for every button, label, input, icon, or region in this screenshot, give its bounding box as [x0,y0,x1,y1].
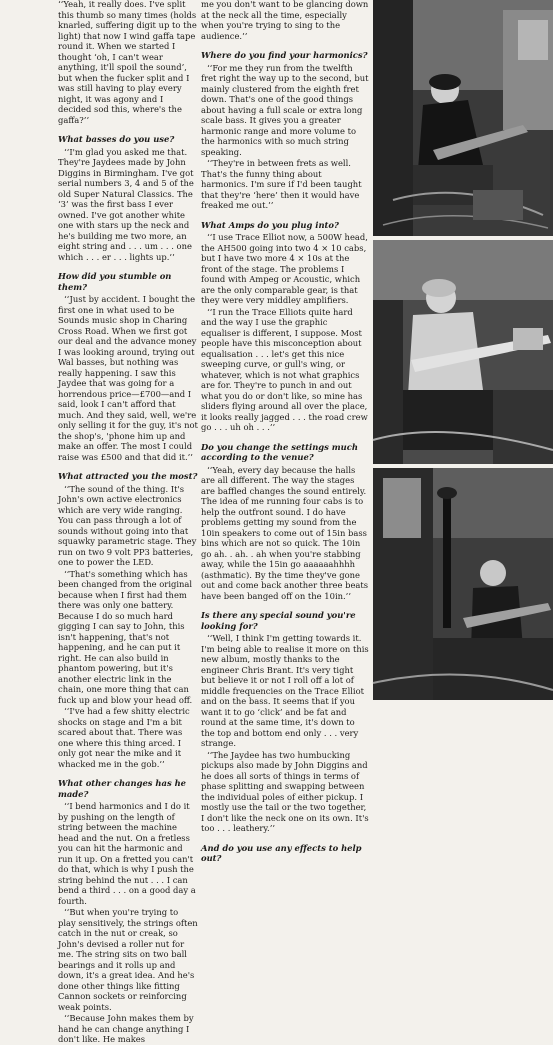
interview-question: And do you use any effects to help out? [201,842,362,863]
article-column-middle [201,0,369,863]
interview-question: What basses do you use? [58,134,175,144]
paragraph: ‘‘Yeah, it really does. I've split this thumb so many times (holds knarled, suffering digit up to the light) that now I wind gaffa tape round it. When we started I thought ‘oh, I can't wear anything, it'll spoil the sound’, but when the fucker split and I was still having to play every night, it was agony and I decided sod this, where's the gaffa?’’ [58,0,197,125]
photo-bassist-playing [373,240,553,464]
paragraph: ‘‘I'm glad you asked me that. They're Jaydees made by John Diggins in Birmingham. I've got serial numbers 3, 4 and 5 of the old Super Natural Classics. The ‘3’ was the first bass I ever owned. I've got another white one with stars up the neck and he's building me two more, an eight string and . . . um . . . one which . . . er . . . lights up.’’ [58,146,194,262]
interview-question: Do you change the settings much according to the venue? [201,441,358,462]
paragraph: ‘‘They're in between frets as well. That's the funny thing about harmonics. I'm sure if I'd been taught that they're ‘here’ then it would have freaked me out.’’ [201,158,362,210]
article-column-left [58,0,198,1044]
paragraph: ‘‘I've had a few shitty electric shocks on stage and I'm a bit scared about that. There was one where this thing arced. I only got near the mike and it whacked me in the gob.’’ [58,706,190,769]
paragraph: ‘‘Because John makes them by hand he can change anything I don't like. He makes [58,1013,194,1044]
photo-image [373,468,553,700]
paragraph: ‘‘Yeah, every day because the halls are all different. The way the stages are baffled changes the sound entirely. The idea of me running four cabs is to help the outfront sound. I do have problems getting my sound from the 10in speakers to come out of 15in bass bins which are not so quick. The 10in go ah. . ah. . ah when you're stabbing away, while the 15in go aaaaaahhhh (asthmatic). By the time they've gone out and come back another three beats have been banged off on the 10in.’’ [201,464,369,601]
paragraph: ‘‘The Jaydee has two humbucking pickups also made by John Diggins and he does all sorts of things in terms of phase splitting and swapping between the individual poles of either pickup. I mostly use the tail or the two together, I don't like the neck one on its own. It's too . . . leathery.’’ [201,749,369,833]
paragraph: ‘‘I use Trace Elliot now, a 500W head, the AH500 going into two 4 × 10 cabs, but I have two more 4 × 10s at the front of the stage. The problems I found with Ampeg or Acoustic, which are the only comparable gear, is that they were very middley amplifiers. [201,232,368,305]
paragraph: ‘‘I bend harmonics and I do it by pushing on the length of string between the machine head and the nut. On a fretless you can hit the harmonic and run it up. On a fretted you can't do that, which is why I push the string behind the nut . . . I can bend a third . . . on a good day a fourth. [58,801,196,906]
paragraph: ‘‘Just by accident. I bought the first one in what used to be Sounds music shop in Charing Cross Road. When we first got our deal and the advance money I was looking around, trying out Wal basses, but nothing was really happening. I saw this Jaydee that was going for a horrendous price—£700—and I said, look I can't afford that much. And they said, well, we're only selling it for the guy, it's not the shop's, 'phone him up and make an offer. The most I could raise was £500 and that did it.’’ [58,294,198,462]
photo-studio-microphone [373,468,553,700]
paragraph: ‘‘I run the Trace Elliots quite hard and the way I use the graphic equaliser is different, I suppose. Most people have this misconception about equalisation . . . let's get this nice sweeping curve, or gull's wing, or whatever, which is not what graphics are for. They're to punch in and out what you do or don't like, so mine has sliders flying around all over the place, it looks really jagged . . . the road crew go . . . uh oh . . .’’ [201,306,368,432]
interview-question: How did you stumble on them? [58,271,172,292]
photo-image [373,0,553,236]
paragraph: ‘‘But when you're trying to play sensitively, the strings often catch in the nut or creak, so John's devised a roller nut for me. The string sits on two ball bearings and it rolls up and down, it's a great idea. And he's done other things like fitting Cannon sockets or reinforcing weak points. [58,907,198,1012]
paragraph: ‘‘For me they run from the twelfth fret right the way up to the second, but mainly clustered from the eighth fret down. That's one of the good things about having a full scale or extra long scale bass. It gives you a greater harmonic range and more volume to the harmonics with so much string speaking. [201,62,369,157]
photo-image [373,240,553,464]
interview-question: What other changes has he made? [58,778,186,799]
interview-question: Where do you find your harmonics? [201,50,368,60]
photo-bassist-studio-seated [373,0,553,236]
paragraph: ‘‘The sound of the thing. It's John's own active electronics which are very wide ranging. You can pass through a lot of sounds without going into that squawky parametric stage. They run on two 9 volt PP3 batteries, one to power the LED. [58,483,197,567]
interview-question: What attracted you the most? [58,471,198,481]
paragraph: me you don't want to be glancing down at the neck all the time, especially when you're trying to sing to the audience.’’ [201,0,369,41]
interview-question: What Amps do you plug into? [201,219,339,230]
interview-question: Is there any special sound you're looking for? [201,610,356,631]
paragraph: ‘‘Well, I think I'm getting towards it. I'm being able to realise it more on this new album, mostly thanks to the engineer Chris Brant. It's very tight but believe it or not I roll off a lot of middle frequencies on the Trace Elliot and on the bass. It seems that if you want it to go ‘click’ and be fat and round at the same time, it's down to the top and bottom end only . . . very strange. [201,633,369,748]
paragraph: ‘‘That's something which has been changed from the original because when I first had them there was only one battery. Because I do so much hard gigging I can say to John, this isn't happening, that's not happening, and he can put it right. He can also build in phantom powering, but it's another electric link in the chain, one more thing that can fuck up and blow your head off. [58,568,193,705]
